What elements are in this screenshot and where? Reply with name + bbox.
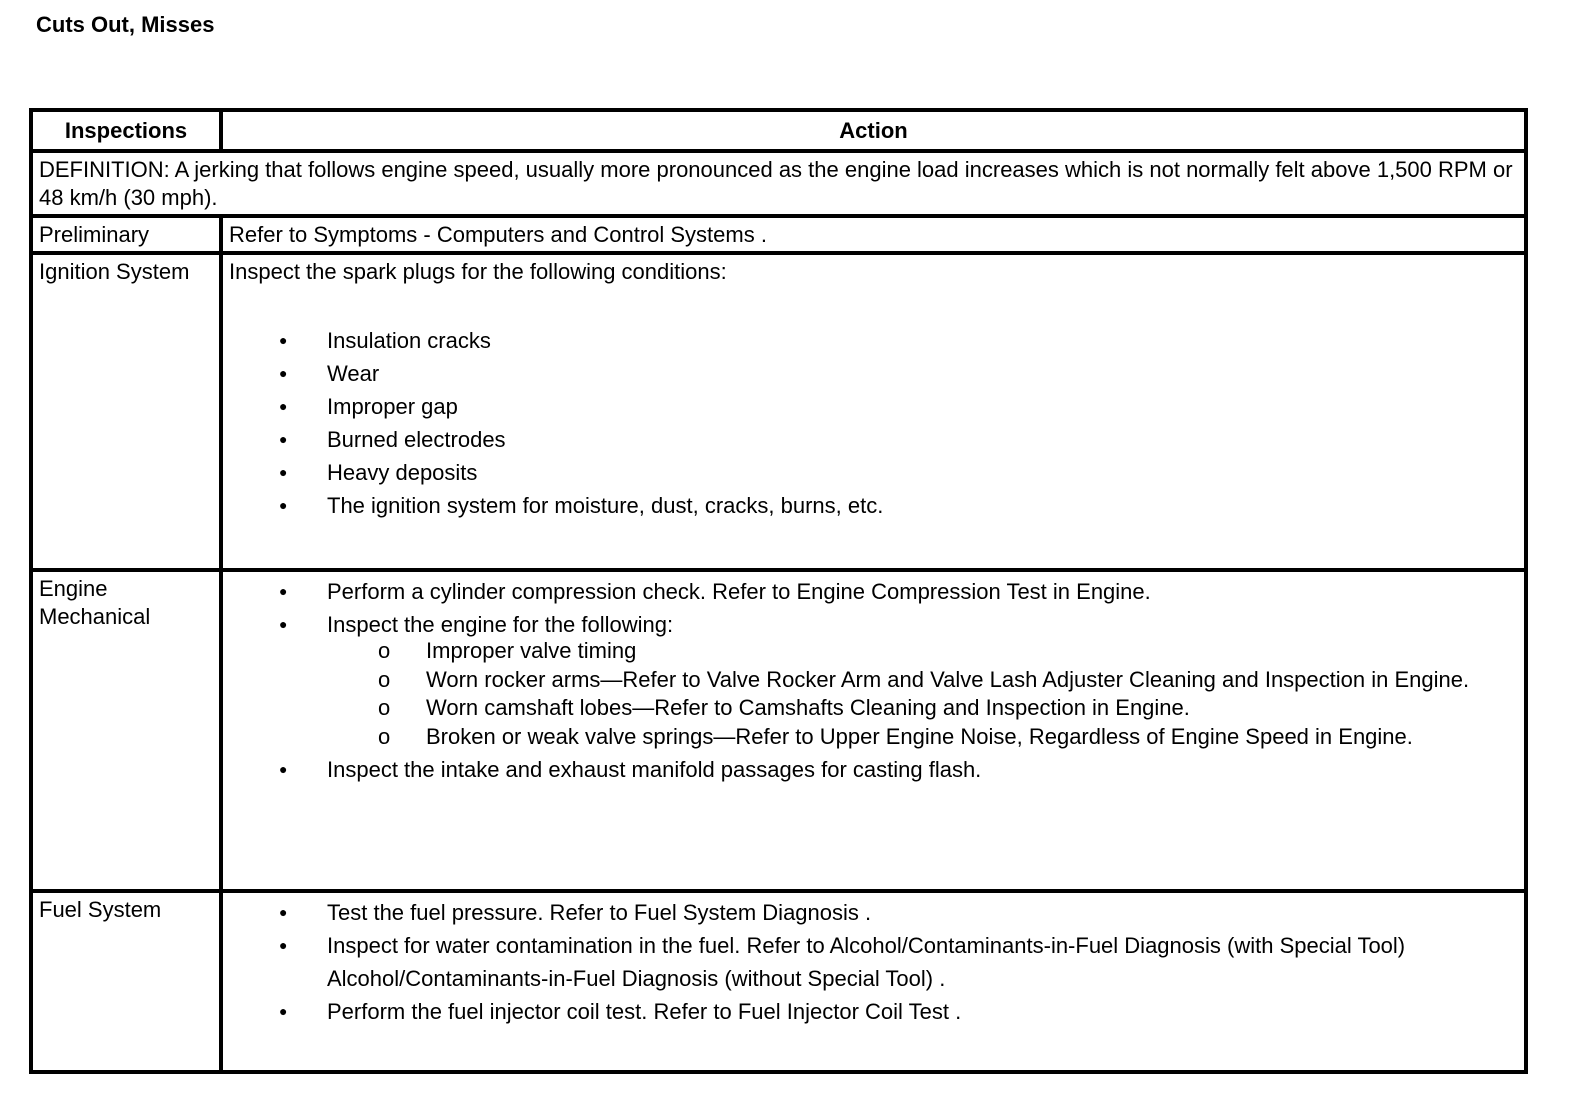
action-ignition [221, 253, 1526, 570]
list-item: ● Heavy deposits [229, 456, 1518, 489]
list-item: ● The ignition system for moisture, dust, cracks, burns, etc. [229, 489, 1518, 522]
action-fuel [221, 891, 1526, 1072]
table-row-fuel [31, 891, 1526, 1072]
header-row [31, 110, 1526, 151]
engine-item-text: Inspect the engine for the following: [327, 612, 674, 637]
sub-list-item: o Improper valve timing [327, 637, 1518, 666]
definition-text: DEFINITION: A jerking that follows engine speed, usually more pronounced as the engine load increases which is not normally felt above 1,500 RPM or 48 km/h (30 mph). [31, 151, 1526, 216]
inspection-label-engine: Engine Mechanical [31, 570, 221, 891]
engine-sub-list [327, 637, 1518, 751]
document-title: Cuts Out, Misses [36, 12, 215, 37]
definition-row [31, 151, 1526, 216]
list-item [229, 608, 1518, 751]
fuel-list [229, 896, 1518, 1028]
ignition-intro: Inspect the spark plugs for the following conditions: [229, 259, 727, 284]
action-preliminary: Refer to Symptoms - Computers and Control Systems . [221, 216, 1526, 253]
sub-list-item: o Broken or weak valve springs—Refer to Upper Engine Noise, Regardless of Engine Speed in Engine. [327, 723, 1518, 752]
table-row-engine [31, 570, 1526, 891]
list-item: ● Improper gap [229, 390, 1518, 423]
list-item: ● Perform a cylinder compression check. Refer to Engine Compression Test in Engine. [229, 575, 1518, 608]
sub-list-item: o Worn rocker arms—Refer to Valve Rocker Arm and Valve Lash Adjuster Cleaning and Inspection in Engine. [327, 666, 1518, 695]
inspection-label-fuel: Fuel System [31, 891, 221, 1072]
header-inspections: Inspections [31, 110, 221, 151]
sub-list-item: o Worn camshaft lobes—Refer to Camshafts Cleaning and Inspection in Engine. [327, 694, 1518, 723]
diagnosis-table [29, 108, 1528, 1074]
list-item: ● Inspect for water contamination in the fuel. Refer to Alcohol/Contaminants-in-Fuel Diagnosis (with Special Tool) Alcohol/Contaminants-in-Fuel Diagnosis (without Special Tool) . [229, 929, 1518, 995]
list-item: ● Burned electrodes [229, 423, 1518, 456]
engine-list [229, 575, 1518, 786]
list-item: ● Inspect the intake and exhaust manifold passages for casting flash. [229, 753, 1518, 786]
list-item: ● Test the fuel pressure. Refer to Fuel System Diagnosis . [229, 896, 1518, 929]
list-item: ● Wear [229, 357, 1518, 390]
action-engine [221, 570, 1526, 891]
inspection-label-ignition: Ignition System [31, 253, 221, 570]
table-row-preliminary [31, 216, 1526, 253]
inspection-label-preliminary: Preliminary [31, 216, 221, 253]
ignition-list [229, 324, 1518, 522]
list-item: ● Perform the fuel injector coil test. Refer to Fuel Injector Coil Test . [229, 995, 1518, 1028]
table-row-ignition [31, 253, 1526, 570]
list-item: ● Insulation cracks [229, 324, 1518, 357]
header-action: Action [221, 110, 1526, 151]
